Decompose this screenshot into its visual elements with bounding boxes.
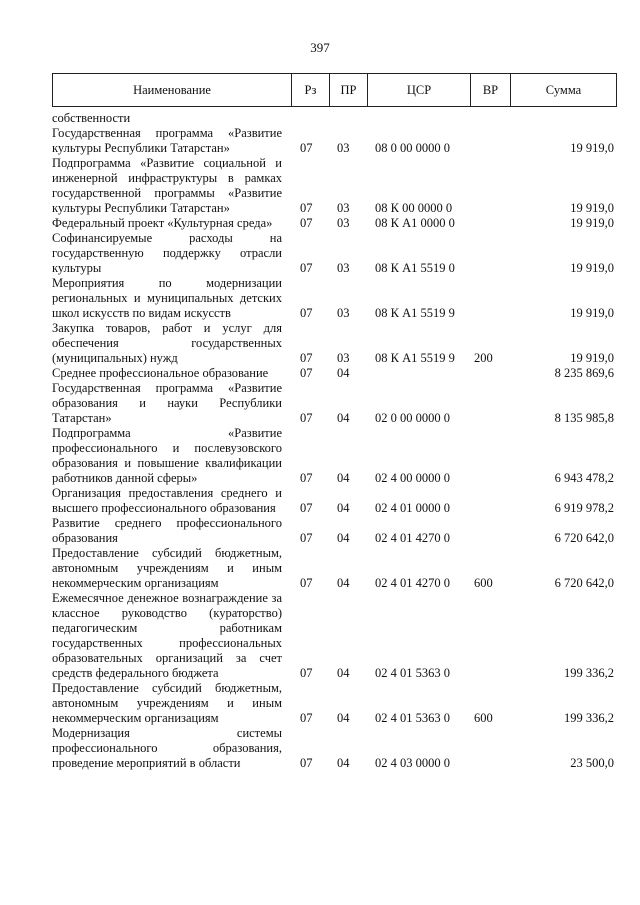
row-sum: 199 336,2 [564,711,614,725]
row-csr: 08 К А1 0000 0 [375,216,455,230]
row-rz: 07 [300,756,313,770]
table-body [52,111,617,771]
row-csr: 08 К А1 5519 9 [375,306,455,320]
table-row [52,426,617,486]
row-rz: 07 [300,216,313,230]
table-row [52,276,617,321]
row-csr: 08 К А1 5519 0 [375,261,455,275]
table-row [52,321,617,366]
row-pr: 04 [337,756,350,770]
row-name: Федеральный проект «Культурная среда» [52,216,273,230]
row-name: Государственная программа «Развитие образования и науки Республики Татарстан» [52,381,282,425]
row-csr: 08 0 00 0000 0 [375,141,450,155]
row-sum: 6 919 978,2 [554,501,614,515]
row-rz: 07 [300,201,313,215]
table-row [52,231,617,276]
row-rz: 07 [300,471,313,485]
row-name: Среднее профессиональное образование [52,366,269,380]
row-pr: 04 [337,366,350,380]
row-pr: 04 [337,576,350,590]
row-pr: 03 [337,216,350,230]
table-row [52,546,617,591]
row-csr: 02 4 00 0000 0 [375,471,450,485]
table-row [52,381,617,426]
row-name: Мероприятия по модернизации региональных и муниципальных детских школ искусств по видам искусств [52,276,282,320]
row-rz: 07 [300,531,313,545]
row-sum: 6 720 642,0 [554,531,614,545]
header-vr: ВР [471,74,511,106]
row-rz: 07 [300,576,313,590]
row-sum: 19 919,0 [570,216,614,230]
row-rz: 07 [300,366,313,380]
row-name: Государственная программа «Развитие культуры Республики Татарстан» [52,126,282,155]
row-vr: 200 [474,351,493,365]
table-row [52,216,617,231]
row-name: Предоставление субсидий бюджетным, автономным учреждениям и иным некоммерческим организациям [52,681,282,725]
table-row [52,126,617,156]
row-pr: 04 [337,666,350,680]
row-sum: 6 720 642,0 [554,576,614,590]
row-rz: 07 [300,501,313,515]
row-sum: 19 919,0 [570,261,614,275]
row-pr: 03 [337,261,350,275]
header-name: Наименование [53,74,292,106]
row-name: Модернизация системы профессионального образования, проведение мероприятий в области [52,726,282,770]
row-rz: 07 [300,261,313,275]
row-name: Развитие среднего профессионального образования [52,516,282,545]
row-csr: 02 4 01 5363 0 [375,666,450,680]
row-sum: 19 919,0 [570,351,614,365]
row-vr: 600 [474,711,493,725]
row-csr: 02 4 01 4270 0 [375,576,450,590]
row-name: собственности [52,111,131,125]
row-csr: 02 4 01 4270 0 [375,531,450,545]
row-name: Подпрограмма «Развитие профессионального и послевузовского образования и повышение квалификации работников данной сферы» [52,426,282,485]
row-vr: 600 [474,576,493,590]
row-pr: 04 [337,711,350,725]
row-name: Ежемесячное денежное вознаграждение за классное руководство (кураторство) педагогическим работникам государственных профессиональных образовательных организаций за счет средств федерального бюджета [52,591,282,680]
table-row [52,486,617,516]
row-csr: 02 0 00 0000 0 [375,411,450,425]
page-number: 397 [310,40,330,55]
row-csr: 08 К 00 0000 0 [375,201,453,215]
row-rz: 07 [300,306,313,320]
table-row [52,111,617,126]
table-row [52,681,617,726]
row-sum: 8 135 985,8 [554,411,614,425]
row-sum: 19 919,0 [570,141,614,155]
row-rz: 07 [300,711,313,725]
header-csr: ЦСР [368,74,471,106]
row-pr: 04 [337,411,350,425]
table-row [52,726,617,771]
row-sum: 19 919,0 [570,201,614,215]
row-pr: 04 [337,531,350,545]
row-pr: 03 [337,351,350,365]
row-sum: 23 500,0 [570,756,614,770]
header-pr: ПР [330,74,368,106]
table-header [52,73,617,107]
row-csr: 02 4 01 5363 0 [375,711,450,725]
table-row [52,516,617,546]
row-csr: 02 4 03 0000 0 [375,756,450,770]
row-sum: 19 919,0 [570,306,614,320]
row-rz: 07 [300,666,313,680]
row-rz: 07 [300,351,313,365]
row-name: Софинансируемые расходы на государственную поддержку отрасли культуры [52,231,282,275]
row-pr: 04 [337,501,350,515]
row-rz: 07 [300,411,313,425]
table-row [52,591,617,681]
row-sum: 8 235 869,6 [554,366,614,380]
row-csr: 02 4 01 0000 0 [375,501,450,515]
header-sum: Сумма [545,83,582,97]
row-name: Организация предоставления среднего и высшего профессионального образования [52,486,282,515]
row-csr: 08 К А1 5519 9 [375,351,455,365]
row-rz: 07 [300,141,313,155]
row-name: Закупка товаров, работ и услуг для обеспечения государственных (муниципальных) нужд [52,321,282,365]
row-pr: 03 [337,306,350,320]
table-row [52,366,617,381]
row-sum: 199 336,2 [564,666,614,680]
header-rz: Рз [292,74,330,106]
row-name: Подпрограмма «Развитие социальной и инженерной инфраструктуры в рамках государственной программы «Развитие культуры Республики Татарстан» [52,156,282,215]
row-pr: 03 [337,141,350,155]
row-pr: 03 [337,201,350,215]
table-row [52,156,617,216]
row-name: Предоставление субсидий бюджетным, автономным учреждениям и иным некоммерческим организациям [52,546,282,590]
row-pr: 04 [337,471,350,485]
row-sum: 6 943 478,2 [554,471,614,485]
